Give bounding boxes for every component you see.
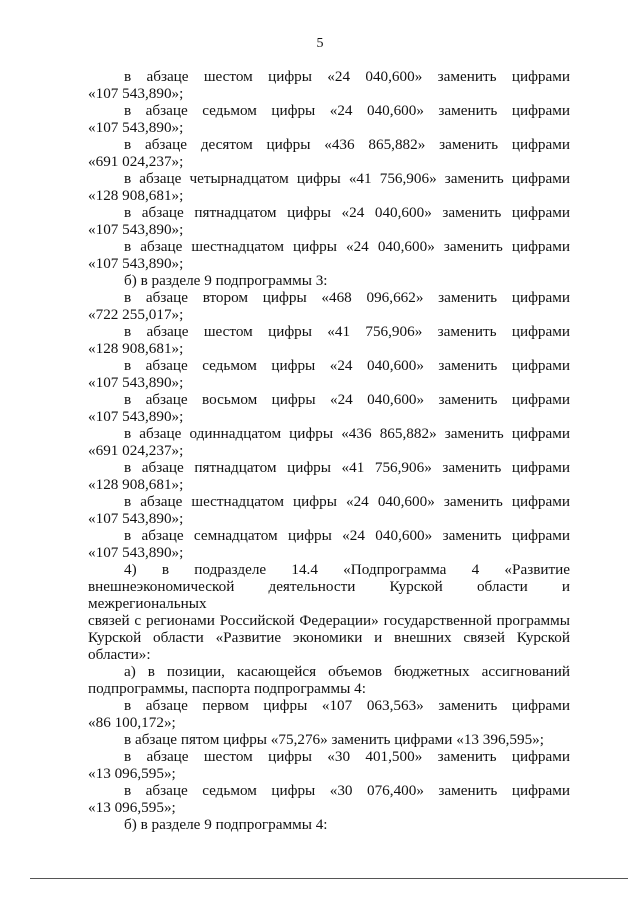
amendment-paragraph — [88, 459, 570, 493]
amendment-paragraph — [88, 357, 570, 391]
paragraph-continuation-line: внешнеэкономической деятельности Курской области и межрегиональных — [88, 578, 570, 612]
amendment-paragraph — [88, 663, 570, 697]
amendment-paragraph — [88, 170, 570, 204]
paragraph-first-line: в абзаце седьмом цифры «24 040,600» заменить цифрами — [124, 102, 570, 119]
paragraph-continuation-line: «13 096,595»; — [88, 799, 176, 816]
paragraph-first-line: 4) в подразделе 14.4 «Подпрограмма 4 «Развитие — [124, 561, 570, 578]
paragraph-continuation-line: «107 543,890»; — [88, 119, 184, 136]
paragraph-first-line: б) в разделе 9 подпрограммы 3: — [124, 272, 328, 289]
paragraph-first-line: в абзаце пятнадцатом цифры «24 040,600» заменить цифрами — [124, 204, 570, 221]
paragraph-first-line: в абзаце пятнадцатом цифры «41 756,906» заменить цифрами — [124, 459, 570, 476]
paragraph-continuation-line: «128 908,681»; — [88, 340, 184, 357]
paragraph-first-line: в абзаце седьмом цифры «30 076,400» заменить цифрами — [124, 782, 570, 799]
paragraph-first-line: в абзаце шестнадцатом цифры «24 040,600» заменить цифрами — [124, 493, 570, 510]
amendment-paragraph — [88, 323, 570, 357]
paragraph-first-line: в абзаце шестом цифры «24 040,600» заменить цифрами — [124, 68, 570, 85]
amendment-paragraph — [88, 391, 570, 425]
amendment-paragraph — [88, 731, 570, 748]
amendment-paragraph — [88, 238, 570, 272]
paragraph-first-line: в абзаце восьмом цифры «24 040,600» заменить цифрами — [124, 391, 570, 408]
amendment-paragraph — [88, 102, 570, 136]
paragraph-first-line: в абзаце одиннадцатом цифры «436 865,882» заменить цифрами — [124, 425, 570, 442]
amendment-paragraph — [88, 697, 570, 731]
paragraph-continuation-line: «86 100,172»; — [88, 714, 176, 731]
paragraph-continuation-line: «107 543,890»; — [88, 85, 184, 102]
paragraph-continuation-line: «107 543,890»; — [88, 255, 184, 272]
amendment-paragraph — [88, 782, 570, 816]
page-number: 5 — [316, 36, 324, 51]
paragraph-continuation-line: «107 543,890»; — [88, 510, 184, 527]
amendment-paragraph — [88, 748, 570, 782]
bottom-rule — [30, 878, 628, 879]
amendment-paragraph — [88, 289, 570, 323]
amendment-paragraph — [88, 136, 570, 170]
paragraph-first-line: а) в позиции, касающейся объемов бюджетных ассигнований — [124, 663, 570, 680]
paragraph-first-line: в абзаце первом цифры «107 063,563» заменить цифрами — [124, 697, 570, 714]
paragraph-first-line: в абзаце десятом цифры «436 865,882» заменить цифрами — [124, 136, 570, 153]
paragraph-first-line: в абзаце седьмом цифры «24 040,600» заменить цифрами — [124, 357, 570, 374]
paragraph-first-line: в абзаце шестом цифры «41 756,906» заменить цифрами — [124, 323, 570, 340]
amendment-paragraph — [88, 204, 570, 238]
paragraph-continuation-line: «107 543,890»; — [88, 221, 184, 238]
paragraph-continuation-line: «107 543,890»; — [88, 544, 184, 561]
paragraph-first-line: в абзаце шестнадцатом цифры «24 040,600» заменить цифрами — [124, 238, 570, 255]
paragraph-continuation-line: Курской области «Развитие экономики и внешних связей Курской — [88, 629, 570, 646]
amendment-paragraph — [88, 561, 570, 663]
paragraph-continuation-line: «691 024,237»; — [88, 442, 184, 459]
paragraph-first-line: б) в разделе 9 подпрограммы 4: — [124, 816, 328, 833]
paragraph-continuation-line: «691 024,237»; — [88, 153, 184, 170]
paragraph-continuation-line: связей с регионами Российской Федерации» государственной программы — [88, 612, 570, 629]
amendment-paragraph — [88, 816, 570, 833]
amendment-paragraph — [88, 527, 570, 561]
amendment-paragraph — [88, 272, 570, 289]
paragraph-continuation-line: «107 543,890»; — [88, 374, 184, 391]
paragraph-first-line: в абзаце шестом цифры «30 401,500» заменить цифрами — [124, 748, 570, 765]
paragraph-first-line: в абзаце втором цифры «468 096,662» заменить цифрами — [124, 289, 570, 306]
paragraph-continuation-line: области»: — [88, 646, 151, 663]
paragraph-continuation-line: «107 543,890»; — [88, 408, 184, 425]
amendment-paragraph — [88, 68, 570, 102]
paragraph-first-line: в абзаце семнадцатом цифры «24 040,600» заменить цифрами — [124, 527, 570, 544]
paragraph-first-line: в абзаце пятом цифры «75,276» заменить цифрами «13 396,595»; — [124, 731, 544, 748]
document-body — [88, 68, 570, 833]
amendment-paragraph — [88, 493, 570, 527]
paragraph-continuation-line: «128 908,681»; — [88, 476, 184, 493]
paragraph-continuation-line: «128 908,681»; — [88, 187, 184, 204]
paragraph-first-line: в абзаце четырнадцатом цифры «41 756,906» заменить цифрами — [124, 170, 570, 187]
paragraph-continuation-line: подпрограммы, паспорта подпрограммы 4: — [88, 680, 366, 697]
paragraph-continuation-line: «13 096,595»; — [88, 765, 176, 782]
paragraph-continuation-line: «722 255,017»; — [88, 306, 184, 323]
amendment-paragraph — [88, 425, 570, 459]
